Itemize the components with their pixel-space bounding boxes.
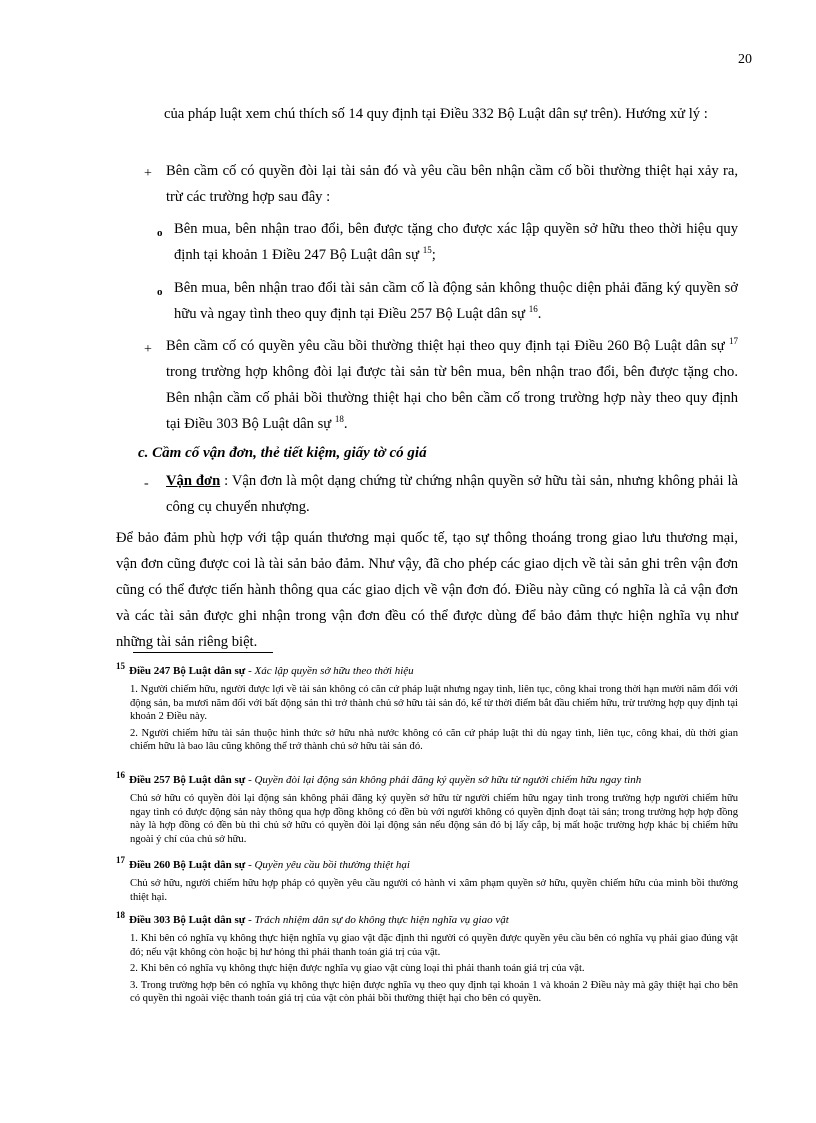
footnote-heading: $^{16}$ Điều 257 Bộ Luật dân sự - Quyền đòi lại động sản không phải đăng ký quyền sở hữu từ người chiếm hữu ngay tình	[116, 770, 642, 786]
footnote-16	[116, 770, 738, 849]
footnote-ref: 17	[729, 336, 738, 347]
footnote-body: 1. Khi bên có nghĩa vụ không thực hiện nghĩa vụ giao vật đặc định thì người có quyền được quyền yêu cầu bên có nghĩa vụ phải giao đúng vật đó; nếu vật không còn hoặc bị hư hỏng thì phải thanh toán giá trị của vật. 2. Khi bên có nghĩa vụ không thực hiện được nghĩa vụ giao vật cùng loại thì phải thanh toán giá trị của vật. 3. Trong trường hợp bên có nghĩa vụ không thực hiện được nghĩa vụ theo quy định tại khoản 1 và khoản 2 Điều này mà gây thiệt hại cho bên có quyền thì ngoài việc thanh toán giá trị của vật còn phải bồi thường thiệt hại cho bên có quyền.	[130, 933, 738, 1004]
footnote-heading: $^{15}$ Điều 247 Bộ Luật dân sự - Xác lập quyền sở hữu theo thời hiệu	[116, 661, 414, 677]
dash-item: Vận đơn : Vận đơn là một dạng chứng từ chứng nhận quyền sở hữu tài sản, nhưng không phải là công cụ chuyển nhượng.	[166, 473, 738, 515]
plus-bullet: +	[144, 166, 152, 181]
footnote-heading: $^{18}$ Điều 303 Bộ Luật dân sự - Trách nhiệm dân sự do không thực hiện nghĩa vụ giao vật	[116, 910, 509, 926]
footnote-body: Chủ sở hữu, người chiếm hữu hợp pháp có quyền yêu cầu người có hành vi xâm phạm quyền sở hữu, quyền chiếm hữu của mình bồi thường thiệt hại.	[130, 878, 738, 903]
circle-bullet: o	[157, 286, 163, 298]
footnote-15	[116, 661, 738, 757]
plus-item-2: Bên cầm cố có quyền yêu cầu bồi thường thiệt hại theo quy định tại Điều 260 Bộ Luật dân sự $^{17}$ trong trường hợp không đòi lại được tài sản từ bên mua, bên nhận trao đổi, bên được tặng cho. Bên nhận cầm cố phải bồi thường thiệt hại cho bên cầm cố trong trường hợp này theo quy định tại Điều 303 Bộ Luật dân sự $^{18}$.	[166, 336, 738, 432]
footnote-body: Chủ sở hữu có quyền đòi lại động sản không phải đăng ký quyền sở hữu từ người chiếm hữu ngay tình trong trường hợp người chiếm hữu ngay tình có được động sản này thông qua hợp đồng không có đền bù với người không có quyền định đoạt tài sản; trong trường hợp hợp đồng này là hợp đồng có đền bù thì chủ sở hữu có quyền đòi lại động sản nếu động sản đó bị lấy cắp, bị mất hoặc trường hợp khác bị chiếm hữu ngoài ý chí của chủ sở hữu.	[130, 793, 738, 845]
dash-bullet: -	[144, 476, 149, 491]
page-number: 20	[738, 52, 752, 67]
section-heading-c: c. Cầm cố vận đơn, thẻ tiết kiệm, giấy tờ có giá	[138, 445, 427, 461]
circle-item-2: Bên mua, bên nhận trao đổi tài sản cầm cố là động sản không thuộc diện phải đăng ký quyền sở hữu và ngay tình theo quy định tại Điều 257 Bộ Luật dân sự $^{16}$.	[174, 280, 738, 322]
footnote-ref: 15	[422, 245, 432, 256]
plus-bullet: +	[144, 342, 152, 357]
paragraph-continuation: của pháp luật xem chú thích số 14 quy định tại Điều 332 Bộ Luật dân sự trên). Hướng xử lý :	[164, 106, 708, 122]
footnote-heading: $^{17}$ Điều 260 Bộ Luật dân sự - Quyền yêu cầu bồi thường thiệt hại	[116, 855, 410, 871]
footnote-ref: 18	[334, 414, 344, 425]
main-paragraph: Để bảo đảm phù hợp với tập quán thương mại quốc tế, tạo sự thông thoáng trong giao lưu thương mại, vận đơn cũng được coi là tài sản bảo đảm. Như vậy, đã cho phép các giao dịch về tài sản ghi trên vận đơn cũng có thể được tiến hành thông qua các giao dịch về vận đơn đó. Điều này cũng có nghĩa là cả vận đơn và các tài sản được ghi nhận trong vận đơn đều có thể được dùng để bảo đảm thực hiện nghĩa vụ như những tài sản riêng biệt.	[116, 530, 738, 650]
footnote-body: 1. Người chiếm hữu, người được lợi về tài sản không có căn cứ pháp luật nhưng ngay tình, liên tục, công khai trong thời hạn mười năm đối với động sản, ba mươi năm đối với bất động sản thì trở thành chủ sở hữu tài sản đó, kể từ thời điểm bắt đầu chiếm hữu, trừ trường hợp quy định tại khoản 2 Điều này. 2. Người chiếm hữu tài sản thuộc hình thức sở hữu nhà nước không có căn cứ pháp luật thì dù ngay tình, liên tục, công khai, dù thời gian chiếm hữu là bao lâu cũng không thể trở thành chủ sở hữu tài sản đó.	[130, 684, 738, 752]
footnote-ref: 16	[528, 304, 538, 315]
footnote-17	[116, 855, 738, 907]
term-van-don: Vận đơn	[166, 473, 221, 489]
footnote-separator	[133, 652, 273, 653]
circle-bullet: o	[157, 227, 163, 239]
circle-item-1: Bên mua, bên nhận trao đổi, bên được tặng cho được xác lập quyền sở hữu theo thời hiệu quy định tại khoản 1 Điều 247 Bộ Luật dân sự $^{15}$;	[174, 221, 738, 263]
footnote-18	[116, 910, 738, 1009]
plus-item-1: Bên cầm cố có quyền đòi lại tài sản đó và yêu cầu bên nhận cầm cố bồi thường thiệt hại xảy ra, trừ các trường hợp sau đây :	[166, 163, 738, 205]
